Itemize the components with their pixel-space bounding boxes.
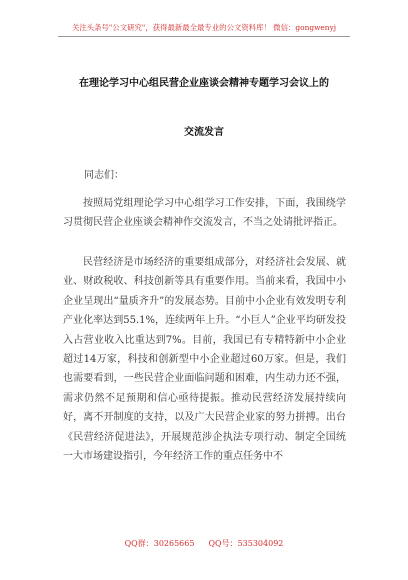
footer-contacts [0, 538, 408, 549]
paragraph-body: 民营经济是市场经济的重要组成部分，对经济社会发展、就业、财政税收、科技创新等具有重要作用。当前来看，我国中小企业呈现出“量质齐升”的发展态势。目前中小企业有效发明专利产业化率达到55.1%，连续两年上升。“小巨人”企业平均研发投入占营业收入比重达到7%。目前，我国已有专精特新中小企业超过14万家，科技和创新型中小企业超过60万家。但是，我们也需要看到，一些民营企业面临问题和困难，内生动力还不强，需求仍然不足预期和信心亟待提振。推动民营经济发展持续向好，离不开制度的支持，以及广大民营企业家的努力拼搏。出台《民营经济促进法》，开展规范涉企执法专项行动、制定全国统一大市场建设指引，今年经济工作的重点任务中不 [63, 257, 346, 463]
footer-qq: QQ号：535304092 [208, 539, 284, 548]
header-note: 关注头条号"公文研究"，获得最新最全最专业的公文资料库！ 微信：gongwenyj [71, 23, 337, 32]
document-title-line1: 在理论学习中心组民营企业座谈会精神专题学习会议上的 [79, 78, 329, 89]
header-divider [58, 36, 350, 37]
paragraph-intro: 按照局党组理论学习中心组学习工作安排，下面，我围绕学习贯彻民营企业座谈会精神作交流发言，不当之处请批评指正。 [63, 198, 346, 229]
footer-qq-group: QQ群：30265665 [124, 539, 195, 548]
salutation: 同志们： [84, 170, 124, 181]
document-title-line2: 交流发言 [184, 127, 224, 138]
